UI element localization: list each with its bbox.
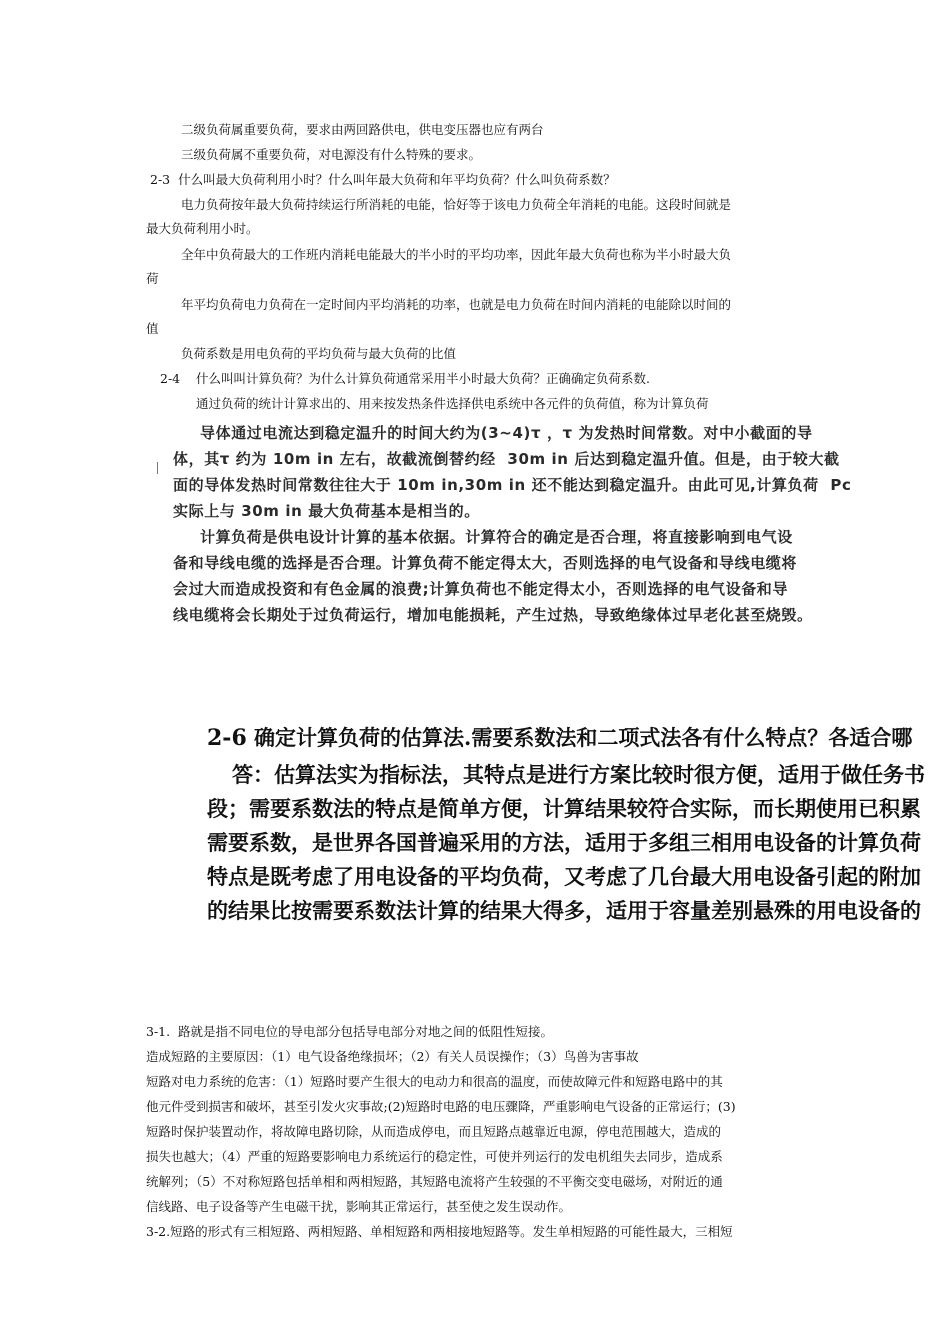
text-line: 荷 [146, 271, 159, 286]
text-line: 体，其τ 约为 10m in 左右，故截流倒替约经 30m in 后达到稳定温升值。但是，由于较大截 [173, 450, 840, 468]
text-cursor-marker [157, 462, 158, 474]
text-line: 备和导线电缆的选择是否合理。计算负荷不能定得太大，否则选择的电气设备和导线电缆将 [173, 554, 798, 572]
text-line: 导体通过电流达到稳定温升的时间大约为(3~4)τ ，τ 为发热时间常数。对中小截面的导 [200, 424, 813, 442]
text-line: 他元件受到损害和破坏，甚至引发火灾事故;(2)短路时电路的电压骤降，严重影响电气设备的正常运行；(3) [146, 1099, 736, 1114]
text-line: 线电缆将会长期处于过负荷运行，增加电能损耗，产生过热，导致绝缘体过早老化甚至烧毁。 [173, 606, 813, 624]
text-line: 3-1. 路就是指不同电位的导电部分包括导电部分对地之间的低阻性短接。 [146, 1024, 554, 1039]
text-line: 电力负荷按年最大负荷持续运行所消耗的电能，恰好等于该电力负荷全年消耗的电能。这段时间就是 [181, 197, 732, 212]
question-text: 确定计算负荷的估算法.需要系数法和二项式法各有什么特点？各适合哪 [246, 725, 913, 750]
question-2-3: 2-3 什么叫最大负荷利用小时？什么叫年最大负荷和年平均负荷？什么叫负荷系数？ [150, 172, 616, 187]
text-line: 面的导体发热时间常数往往大于 10m in,30m in 还不能达到稳定温升。由此可见,计算负荷 Pc [173, 476, 852, 494]
answer-line: 答：估算法实为指标法，其特点是进行方案比较时很方便，适用于做任务书 [232, 762, 925, 787]
question-2-4: 2-4 什么叫叫计算负荷？为什么计算负荷通常采用半小时最大负荷？正确确定负荷系数. [160, 371, 650, 386]
text-line: 3-2.短路的形式有三相短路、两相短路、单相短路和两相接地短路等。发生单相短路的可能性最大，三相短 [146, 1224, 733, 1239]
text-line: 会过大而造成投资和有色金属的浪费;计算负荷也不能定得太小，否则选择的电气设备和导 [173, 580, 789, 598]
text-line: 通过负荷的统计计算求出的、用来按发热条件选择供电系统中各元件的负荷值，称为计算负荷 [196, 396, 709, 411]
text-line: 统解列；（5）不对称短路包括单相和两相短路，其短路电流将产生较强的不平衡交变电磁场，对附近的通 [146, 1174, 723, 1189]
text-line: 实际上与 30m in 最大负荷基本是相当的。 [173, 502, 480, 520]
text-line: 短路时保护装置动作，将故障电路切除，从而造成停电，而且短路点越靠近电源，停电范围越大，造成的 [146, 1124, 722, 1139]
answer-line: 段；需要系数法的特点是简单方便，计算结果较符合实际，而长期使用已积累 [207, 796, 921, 821]
question-2-6-heading [207, 722, 912, 752]
text-line: 负荷系数是用电负荷的平均负荷与最大负荷的比值 [181, 346, 457, 361]
text-line: 短路对电力系统的危害：（1）短路时要产生很大的电动力和很高的温度，而使故障元件和短路电路中的其 [146, 1074, 723, 1089]
answer-line: 需要系数，是世界各国普遍采用的方法，适用于多组三相用电设备的计算负荷 [207, 830, 921, 855]
text-line: 全年中负荷最大的工作班内消耗电能最大的半小时的平均功率，因此年最大负荷也称为半小时最大负 [181, 247, 732, 262]
text-line: 三级负荷属不重要负荷，对电源没有什么特殊的要求。 [181, 147, 482, 162]
text-line: 造成短路的主要原因：（1）电气设备绝缘损坏；（2）有关人员误操作；（3）鸟兽为害事故 [146, 1049, 639, 1064]
answer-line: 特点是既考虑了用电设备的平均负荷，又考虑了几台最大用电设备引起的附加 [207, 864, 921, 889]
text-line: 二级负荷属重要负荷，要求由两回路供电，供电变压器也应有两台 [181, 122, 544, 137]
question-number: 2-6 [207, 725, 247, 751]
text-line: 最大负荷利用小时。 [146, 221, 259, 236]
text-line: 信线路、电子设备等产生电磁干扰，影响其正常运行，甚至使之发生误动作。 [146, 1199, 572, 1214]
text-line: 损失也越大；（4）严重的短路要影响电力系统运行的稳定性，可使并列运行的发电机组失去同步，造成系 [146, 1149, 723, 1164]
text-line: 值 [146, 321, 159, 336]
text-line: 计算负荷是供电设计计算的基本依据。计算符合的确定是否合理，将直接影响到电气设 [200, 528, 793, 546]
answer-line: 的结果比按需要系数法计算的结果大得多，适用于容量差别悬殊的用电设备的 [207, 898, 921, 923]
text-line: 年平均负荷电力负荷在一定时间内平均消耗的功率，也就是电力负荷在时间内消耗的电能除以时间的 [181, 297, 732, 312]
